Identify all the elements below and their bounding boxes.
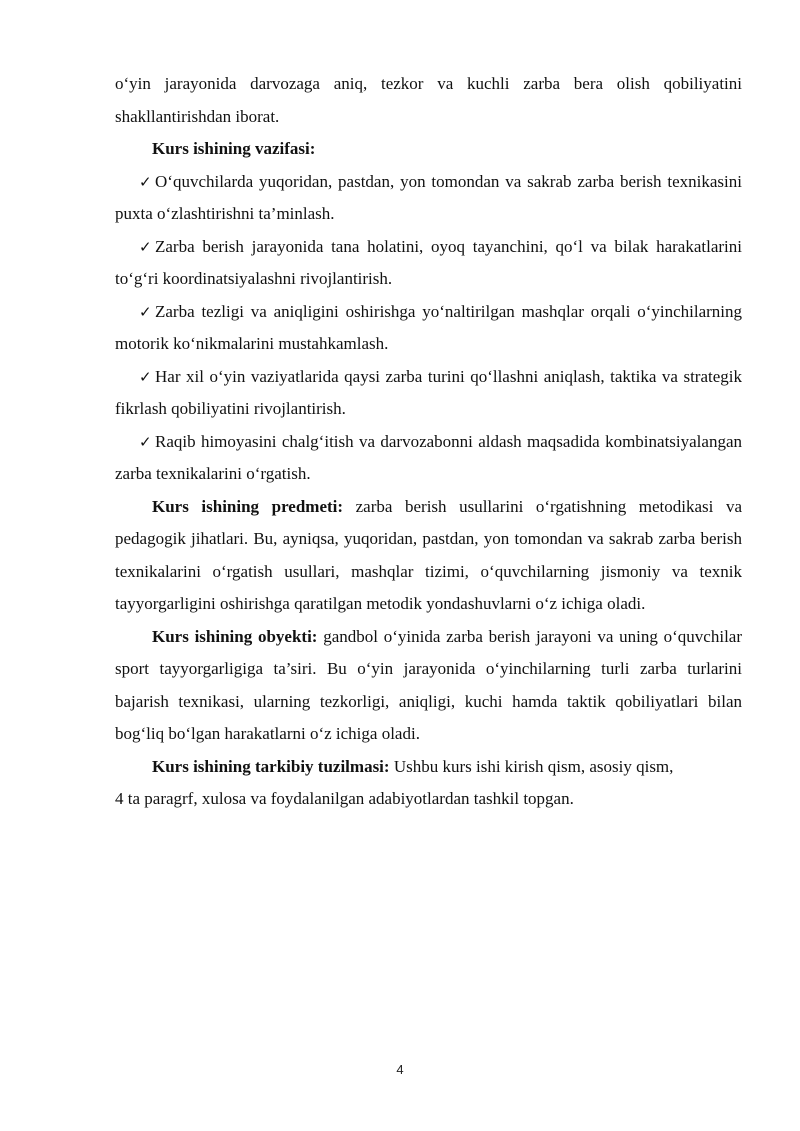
object-text: gandbol o‘yinida zarba berish jarayoni va uning o‘quvchilar sport tayyorgarligiga ta’siri. Bu o‘yin jarayonida o‘yinchilarning turli zarba turlarini bajarish texnikasi, ularning tezkorligi, aniqligi, kuchi hamda taktik qobiliyatlari bilan bog‘liq bo‘lgan harakatlarni o‘z ichiga oladi. (115, 626, 742, 743)
task-item-text: Har xil o‘yin vaziyatlarida qaysi zarba turini qo‘llashni aniqlash, taktika va strategik fikrlash qobiliyatini rivojlantirish. (115, 366, 742, 418)
task-item (115, 426, 742, 491)
task-item-text: Raqib himoyasini chalg‘itish va darvozabonni aldash maqsadida kombinatsiyalangan zarba texnikalarini o‘rgatish. (115, 431, 742, 483)
subject-paragraph (115, 491, 742, 621)
checkmark-icon: ✓ (139, 367, 152, 386)
tasks-heading (115, 133, 742, 166)
subject-text: zarba berish usullarini o‘rgatishning metodikasi va pedagogik jihatlari. Bu, ayniqsa, yuqoridan, pastdan, yon tomondan va sakrab zarba berish texnikalarini o‘rgatish usullari, mashqlar tizimi, o‘quvchilarning jismoniy va texnik tayyorgarligini oshirishga qaratilgan metodik yondashuvlarni o‘z ichiga oladi. (115, 496, 742, 613)
structure-paragraph (115, 751, 742, 784)
structure-paragraph-continued (115, 783, 742, 816)
page-number: 4 (396, 1062, 404, 1077)
task-item (115, 361, 742, 426)
structure-label: Kurs ishining tarkibiy tuzilmasi: (152, 756, 390, 776)
checkmark-icon: ✓ (139, 237, 152, 256)
subject-label: Kurs ishining predmeti: (152, 496, 344, 516)
checkmark-icon: ✓ (139, 172, 152, 191)
task-item-text: Zarba berish jarayonida tana holatini, oyoq tayanchini, qo‘l va bilak harakatlarini to‘g‘ri koordinatsiyalashni rivojlantirish. (115, 236, 742, 288)
intro-paragraph: o‘yin jarayonida darvozaga aniq, tezkor va kuchli zarba bera olish qobiliyatini shakllantirishdan iborat. (115, 74, 742, 126)
task-item (115, 166, 742, 231)
structure-text-line1: Ushbu kurs ishi kirish qism, asosiy qism, (389, 756, 674, 776)
structure-text-line2: 4 ta paragrf, xulosa va foydalanilgan adabiyotlardan tashkil topgan. (115, 789, 574, 808)
checkmark-icon: ✓ (139, 432, 152, 451)
task-item-text: Zarba tezligi va aniqligini oshirishga yo‘naltirilgan mashqlar orqali o‘yinchilarning motorik ko‘nikmalarini mustahkamlash. (115, 301, 742, 353)
page-content (115, 68, 742, 816)
checkmark-icon: ✓ (139, 302, 152, 321)
object-paragraph (115, 621, 742, 751)
task-item (115, 231, 742, 296)
task-item-text: O‘quvchilarda yuqoridan, pastdan, yon tomondan va sakrab zarba berish texnikasini puxta o‘zlashtirishni ta’minlash. (115, 171, 742, 223)
task-item (115, 296, 742, 361)
tasks-heading-label: Kurs ishining vazifasi: (152, 139, 316, 158)
object-label: Kurs ishining obyekti: (152, 626, 318, 646)
